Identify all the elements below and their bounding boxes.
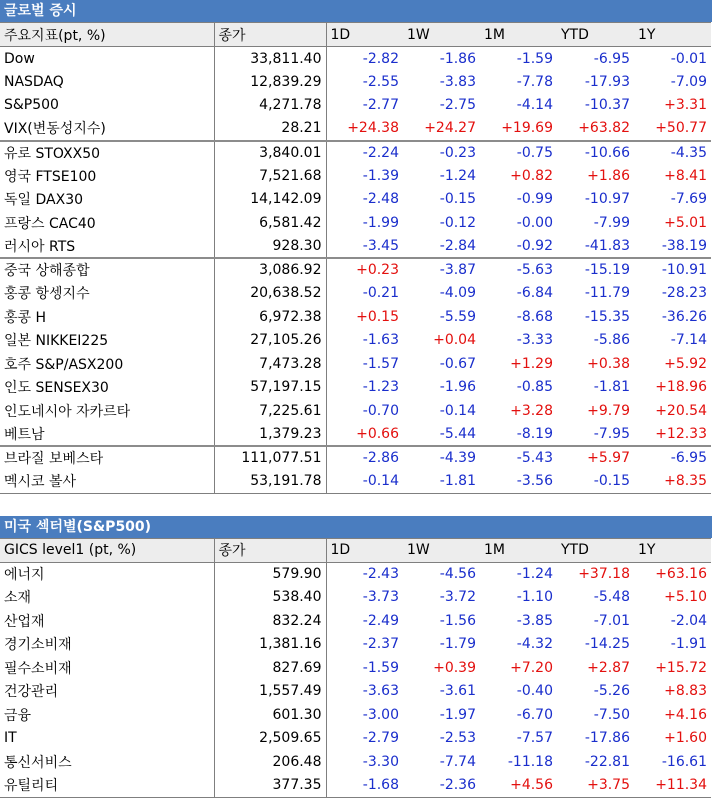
cell-1y: -16.61	[661, 753, 707, 770]
cell-name: 영국 FTSE100	[0, 164, 214, 188]
cell-1w: -1.97	[439, 706, 476, 723]
cell-ytd: -41.83	[557, 235, 634, 259]
cell-1d: -2.48	[362, 191, 399, 208]
cell-ytd: -0.15	[557, 470, 634, 494]
cell-1w: +24.27	[403, 117, 480, 141]
cell-close: 57,197.15	[214, 376, 326, 400]
col-header-1m: 1M	[480, 23, 557, 47]
cell-1d: -0.14	[326, 470, 403, 494]
table-row	[0, 258, 711, 282]
cell-1m: -6.70	[516, 706, 553, 723]
cell-1y: +3.31	[664, 97, 707, 114]
cell-1m: -8.68	[516, 308, 553, 325]
cell-close: 206.48	[214, 750, 326, 774]
col-header-1w: 1W	[403, 538, 480, 562]
cell-1y: +50.77	[634, 117, 711, 141]
table-row	[0, 164, 711, 188]
cell-1m: -0.92	[480, 235, 557, 259]
cell-1d: -0.70	[362, 402, 399, 419]
table-row	[0, 305, 711, 329]
cell-1d: -2.86	[362, 450, 399, 467]
cell-name: 프랑스 CAC40	[0, 211, 214, 235]
cell-1w: -2.84	[403, 235, 480, 259]
cell-ytd: +0.38	[587, 355, 630, 372]
cell-1m: -7.78	[516, 73, 553, 90]
cell-name: 필수소비재	[0, 656, 214, 680]
cell-name: 일본 NIKKEI225	[0, 329, 214, 353]
cell-name: 산업재	[0, 609, 214, 633]
cell-1y: +63.16	[655, 566, 707, 582]
cell-close: 1,381.16	[214, 633, 326, 657]
cell-1y: +5.10	[664, 589, 707, 606]
cell-1w: -1.81	[403, 470, 480, 494]
cell-1d: -2.79	[362, 730, 399, 747]
sector-section-title: 미국 섹터별(S&P500)	[0, 516, 712, 538]
cell-1d: +0.66	[326, 423, 403, 447]
col-header-1w: 1W	[403, 23, 480, 47]
cell-1y: +1.60	[664, 730, 707, 747]
table-row	[0, 633, 711, 657]
cell-ytd: -5.86	[593, 332, 630, 349]
table-row	[0, 188, 711, 212]
col-header-ytd: YTD	[557, 23, 634, 47]
cell-1y: +18.96	[655, 379, 707, 396]
cell-1w: -0.15	[439, 191, 476, 208]
cell-1d: -3.63	[362, 683, 399, 700]
cell-1d: -2.37	[362, 636, 399, 653]
cell-1w: -3.83	[439, 73, 476, 90]
cell-1y: -7.09	[670, 73, 707, 90]
cell-name: 유틸리티	[0, 774, 214, 798]
cell-close: 377.35	[214, 774, 326, 798]
cell-1w: -0.67	[439, 355, 476, 372]
table-row	[0, 70, 711, 94]
cell-1d: -1.99	[362, 214, 399, 231]
cell-close: 1,379.23	[214, 423, 326, 447]
table-row	[0, 423, 711, 447]
table-row	[0, 446, 711, 470]
cell-1w: -4.39	[439, 450, 476, 467]
cell-1y: +4.16	[664, 706, 707, 723]
cell-close: 53,191.78	[214, 470, 326, 494]
cell-1y: -0.01	[670, 50, 707, 67]
cell-close: 7,473.28	[214, 352, 326, 376]
table-row	[0, 562, 711, 586]
col-header-name: GICS level1 (pt, %)	[0, 538, 214, 562]
cell-name: 유로 STOXX50	[0, 141, 214, 165]
cell-name: 독일 DAX30	[0, 188, 214, 212]
cell-name: 인도 SENSEX30	[0, 376, 214, 400]
cell-close: 3,840.01	[214, 141, 326, 165]
cell-ytd: +37.18	[578, 566, 630, 582]
table-row	[0, 235, 711, 259]
cell-1m: -0.00	[516, 214, 553, 231]
cell-1y: +15.72	[655, 659, 707, 676]
section-gap	[0, 494, 712, 516]
cell-1m: -3.85	[516, 612, 553, 629]
cell-name: 경기소비재	[0, 633, 214, 657]
cell-1w: -1.79	[439, 636, 476, 653]
cell-1w: -2.75	[439, 97, 476, 114]
cell-name: 브라질 보베스타	[0, 446, 214, 470]
cell-1w: -0.14	[439, 402, 476, 419]
cell-close: 14,142.09	[214, 188, 326, 212]
cell-close: 7,225.61	[214, 399, 326, 423]
sector-table-body	[0, 562, 711, 797]
cell-name: 베트남	[0, 423, 214, 447]
cell-1d: +0.15	[356, 308, 399, 325]
col-header-1y: 1Y	[634, 23, 711, 47]
cell-1d: +0.23	[356, 262, 399, 279]
cell-1m: -0.99	[516, 191, 553, 208]
cell-close: 579.90	[214, 562, 326, 586]
cell-ytd: -17.86	[584, 730, 630, 747]
cell-ytd: +3.75	[557, 774, 634, 798]
cell-ytd: -14.25	[584, 636, 630, 653]
cell-1y: -7.14	[670, 332, 707, 349]
cell-ytd: -10.66	[584, 144, 630, 161]
cell-1w: -2.36	[403, 774, 480, 798]
cell-1m: -0.40	[516, 683, 553, 700]
cell-1w: -3.87	[439, 262, 476, 279]
cell-name: S&P500	[0, 94, 214, 118]
table-row	[0, 703, 711, 727]
cell-1m: -4.32	[516, 636, 553, 653]
cell-1d: -1.39	[362, 167, 399, 184]
cell-1m: +4.56	[480, 774, 557, 798]
table-row	[0, 329, 711, 353]
cell-1m: -5.43	[516, 450, 553, 467]
cell-close: 1,557.49	[214, 680, 326, 704]
cell-1y: -4.35	[670, 144, 707, 161]
cell-close: 6,581.42	[214, 211, 326, 235]
cell-name: NASDAQ	[0, 70, 214, 94]
cell-1d: -2.77	[362, 97, 399, 114]
cell-ytd: +5.97	[587, 450, 630, 467]
cell-1m: -1.59	[516, 50, 553, 67]
cell-close: 827.69	[214, 656, 326, 680]
cell-1w: -4.09	[439, 285, 476, 302]
cell-1m: -6.84	[516, 285, 553, 302]
cell-ytd: -7.50	[593, 706, 630, 723]
sector-header-row	[0, 538, 711, 562]
cell-1y: -7.69	[670, 191, 707, 208]
cell-1y: -38.19	[634, 235, 711, 259]
cell-name: 소재	[0, 586, 214, 610]
cell-1y: +20.54	[655, 402, 707, 419]
cell-name: 러시아 RTS	[0, 235, 214, 259]
cell-1d: -2.82	[362, 50, 399, 67]
cell-name: 멕시코 볼사	[0, 470, 214, 494]
cell-ytd: -7.99	[593, 214, 630, 231]
cell-1w: -1.96	[439, 379, 476, 396]
cell-1m: +0.82	[510, 167, 553, 184]
cell-close: 832.24	[214, 609, 326, 633]
cell-1y: -2.04	[670, 612, 707, 629]
cell-1y: +8.83	[664, 683, 707, 700]
cell-1w: -2.53	[439, 730, 476, 747]
cell-close: 538.40	[214, 586, 326, 610]
cell-1y: +11.34	[634, 774, 711, 798]
cell-1y: +5.92	[664, 355, 707, 372]
cell-name: 통신서비스	[0, 750, 214, 774]
table-row	[0, 774, 711, 798]
cell-1y: -10.91	[661, 262, 707, 279]
cell-close: 601.30	[214, 703, 326, 727]
cell-ytd: -11.79	[584, 285, 630, 302]
cell-close: 111,077.51	[214, 446, 326, 470]
cell-name: IT	[0, 727, 214, 751]
cell-close: 6,972.38	[214, 305, 326, 329]
cell-ytd: -5.26	[593, 683, 630, 700]
table-row	[0, 750, 711, 774]
cell-1w: -7.74	[439, 753, 476, 770]
cell-close: 20,638.52	[214, 282, 326, 306]
cell-ytd: -15.19	[584, 262, 630, 279]
col-header-name: 주요지표(pt, %)	[0, 23, 214, 47]
cell-1d: -2.55	[362, 73, 399, 90]
cell-ytd: -10.97	[584, 191, 630, 208]
cell-1y: -6.95	[670, 450, 707, 467]
cell-1w: -1.24	[439, 167, 476, 184]
cell-close: 2,509.65	[214, 727, 326, 751]
cell-ytd: -5.48	[593, 589, 630, 606]
cell-ytd: -7.01	[593, 612, 630, 629]
cell-1m: -1.24	[516, 566, 553, 582]
cell-1m: -7.57	[516, 730, 553, 747]
cell-ytd: -15.35	[584, 308, 630, 325]
table-row	[0, 117, 711, 141]
cell-ytd: -22.81	[584, 753, 630, 770]
global-table-body	[0, 47, 711, 494]
cell-1d: -1.68	[326, 774, 403, 798]
col-header-ytd: YTD	[557, 538, 634, 562]
cell-1y: +5.01	[664, 214, 707, 231]
cell-1w: -5.44	[403, 423, 480, 447]
cell-name: 홍콩 H	[0, 305, 214, 329]
table-row	[0, 47, 711, 71]
cell-1m: +7.20	[510, 659, 553, 676]
cell-1d: -3.30	[362, 753, 399, 770]
cell-1y: +12.33	[634, 423, 711, 447]
cell-1m: +19.69	[480, 117, 557, 141]
cell-name: 호주 S&P/ASX200	[0, 352, 214, 376]
cell-name: 중국 상해종합	[0, 258, 214, 282]
cell-name: 금융	[0, 703, 214, 727]
cell-close: 33,811.40	[214, 47, 326, 71]
cell-1d: -1.57	[362, 355, 399, 372]
cell-1m: +1.29	[510, 355, 553, 372]
cell-1m: -5.63	[516, 262, 553, 279]
table-row	[0, 470, 711, 494]
cell-1d: -0.21	[362, 285, 399, 302]
cell-1w: -1.86	[439, 50, 476, 67]
table-row	[0, 586, 711, 610]
global-table	[0, 22, 711, 494]
cell-name: 에너지	[0, 562, 214, 586]
table-row	[0, 609, 711, 633]
col-header-close: 종가	[214, 23, 326, 47]
cell-1m: +3.28	[510, 402, 553, 419]
col-header-close: 종가	[214, 538, 326, 562]
cell-name: VIX(변동성지수)	[0, 117, 214, 141]
col-header-1y: 1Y	[634, 538, 711, 562]
cell-close: 7,521.68	[214, 164, 326, 188]
cell-1y: -36.26	[661, 308, 707, 325]
cell-ytd: -10.37	[584, 97, 630, 114]
global-header-row	[0, 23, 711, 47]
cell-ytd: +2.87	[587, 659, 630, 676]
cell-1w: -3.61	[439, 683, 476, 700]
table-row	[0, 141, 711, 165]
table-row	[0, 282, 711, 306]
cell-close: 4,271.78	[214, 94, 326, 118]
cell-1m: -0.85	[516, 379, 553, 396]
cell-ytd: -17.93	[584, 73, 630, 90]
cell-1y: -28.23	[661, 285, 707, 302]
cell-1m: -3.33	[516, 332, 553, 349]
cell-1d: -2.43	[362, 566, 399, 582]
table-row	[0, 211, 711, 235]
cell-1m: -1.10	[516, 589, 553, 606]
cell-close: 28.21	[214, 117, 326, 141]
cell-1d: -2.24	[362, 144, 399, 161]
cell-1w: -3.72	[439, 589, 476, 606]
table-row	[0, 727, 711, 751]
cell-1d: -1.23	[362, 379, 399, 396]
cell-name: 홍콩 항셍지수	[0, 282, 214, 306]
cell-1d: -2.49	[362, 612, 399, 629]
cell-1w: +0.39	[433, 659, 476, 676]
cell-1d: +24.38	[326, 117, 403, 141]
table-row	[0, 94, 711, 118]
cell-1w: -1.56	[439, 612, 476, 629]
col-header-1d: 1D	[326, 23, 403, 47]
global-section-title: 글로벌 증시	[0, 0, 712, 22]
cell-ytd: -7.95	[557, 423, 634, 447]
cell-name: 건강관리	[0, 680, 214, 704]
cell-1w: -0.23	[439, 144, 476, 161]
sector-section	[0, 516, 712, 798]
table-row	[0, 399, 711, 423]
cell-name: Dow	[0, 47, 214, 71]
table-row	[0, 352, 711, 376]
cell-ytd: +1.86	[587, 167, 630, 184]
table-row	[0, 656, 711, 680]
cell-1w: -4.56	[439, 566, 476, 582]
cell-1d: -3.45	[326, 235, 403, 259]
cell-1m: -0.75	[516, 144, 553, 161]
cell-close: 12,839.29	[214, 70, 326, 94]
sector-table	[0, 538, 711, 798]
cell-1m: -4.14	[516, 97, 553, 114]
cell-1y: -1.91	[670, 636, 707, 653]
cell-1d: -1.59	[362, 659, 399, 676]
cell-close: 928.30	[214, 235, 326, 259]
cell-ytd: -1.81	[593, 379, 630, 396]
cell-1m: -8.19	[480, 423, 557, 447]
cell-1w: -0.12	[439, 214, 476, 231]
cell-1y: +8.41	[664, 167, 707, 184]
cell-1d: -3.00	[362, 706, 399, 723]
cell-name: 인도네시아 자카르타	[0, 399, 214, 423]
col-header-1d: 1D	[326, 538, 403, 562]
cell-ytd: +63.82	[557, 117, 634, 141]
cell-ytd: -6.95	[593, 50, 630, 67]
table-row	[0, 680, 711, 704]
cell-1m: -3.56	[480, 470, 557, 494]
cell-1d: -3.73	[362, 589, 399, 606]
cell-1w: +0.04	[433, 332, 476, 349]
cell-1d: -1.63	[362, 332, 399, 349]
cell-close: 27,105.26	[214, 329, 326, 353]
cell-1m: -11.18	[507, 753, 553, 770]
table-row	[0, 376, 711, 400]
col-header-1m: 1M	[480, 538, 557, 562]
cell-close: 3,086.92	[214, 258, 326, 282]
cell-ytd: +9.79	[587, 402, 630, 419]
cell-1w: -5.59	[439, 308, 476, 325]
cell-1y: +8.35	[634, 470, 711, 494]
